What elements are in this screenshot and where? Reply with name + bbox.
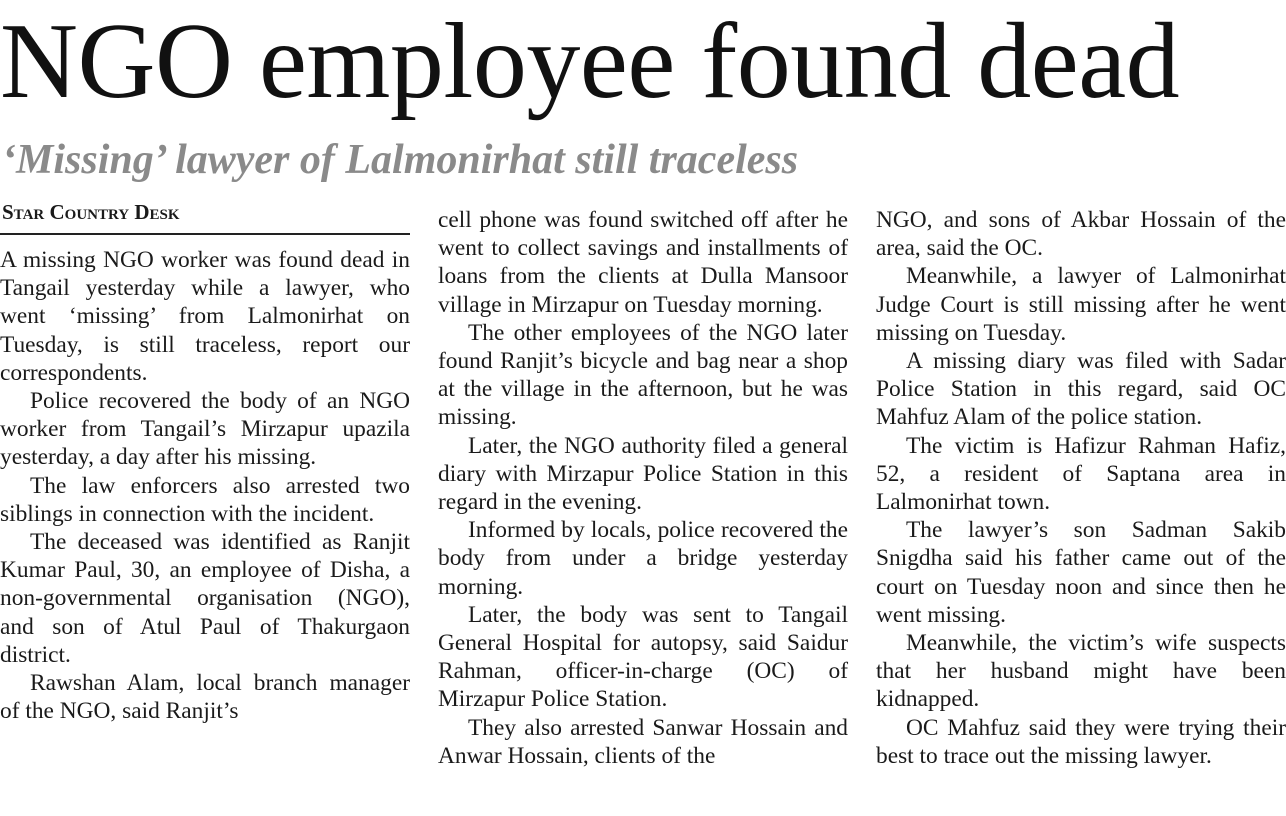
paragraph: The deceased was identified as Ranjit Kumar Paul, 30, an employee of Disha, a non-governmental organisation (NGO), and son of Atul Paul of Thakurgaon district. [0, 529, 410, 668]
paragraph: OC Mahfuz said they were trying their best to trace out the missing lawyer. [876, 714, 1286, 769]
paragraph: The law enforcers also arrested two siblings in connection with the incident. [0, 472, 410, 527]
paragraph: Informed by locals, police recovered the body from under a bridge yesterday morning. [438, 517, 848, 600]
paragraph: NGO, and sons of Akbar Hossain of the area, said the OC. [876, 207, 1286, 262]
article-column-1 [0, 246, 410, 725]
byline-divider [0, 233, 410, 235]
paragraph: Meanwhile, the victim’s wife suspects that her husband might have been kidnapped. [876, 630, 1286, 713]
paragraph: Rawshan Alam, local branch manager of the NGO, said Ranjit’s [0, 670, 410, 725]
subheadline: ‘Missing’ lawyer of Lalmonirhat still traceless [2, 137, 799, 183]
paragraph: Meanwhile, a lawyer of Lalmonirhat Judge Court is still missing after he went missing on Tuesday. [876, 263, 1286, 346]
paragraph: The other employees of the NGO later found Ranjit’s bicycle and bag near a shop at the village in the afternoon, but he was missing. [438, 319, 848, 431]
article-column-2 [438, 206, 848, 770]
headline: NGO employee found dead [0, 2, 1180, 121]
byline: Star Country Desk [2, 200, 180, 224]
paragraph: Police recovered the body of an NGO worker from Tangail’s Mirzapur upazila yesterday, a day after his missing. [0, 388, 410, 471]
paragraph: The victim is Hafizur Rahman Hafiz, 52, a resident of Saptana area in Lalmonirhat town. [876, 432, 1286, 516]
paragraph: The lawyer’s son Sadman Sakib Snigdha said his father came out of the court on Tuesday noon and since then he went missing. [876, 517, 1286, 628]
paragraph: They also arrested Sanwar Hossain and Anwar Hossain, clients of the [438, 714, 848, 769]
paragraph: A missing diary was filed with Sadar Police Station in this regard, said OC Mahfuz Alam of the police station. [876, 348, 1286, 431]
paragraph: Later, the body was sent to Tangail General Hospital for autopsy, said Saidur Rahman, officer-in-charge (OC) of Mirzapur Police Station. [438, 601, 848, 713]
article-column-3 [876, 206, 1286, 770]
paragraph: cell phone was found switched off after he went to collect savings and installments of loans from the clients at Dulla Mansoor village in Mirzapur on Tuesday morning. [438, 207, 848, 318]
paragraph: Later, the NGO authority filed a general diary with Mirzapur Police Station in this regard in the evening. [438, 432, 848, 516]
paragraph: A missing NGO worker was found dead in Tangail yesterday while a lawyer, who went ‘missing’ from Lalmonirhat on Tuesday, is still traceless, report our correspondents. [0, 247, 410, 386]
